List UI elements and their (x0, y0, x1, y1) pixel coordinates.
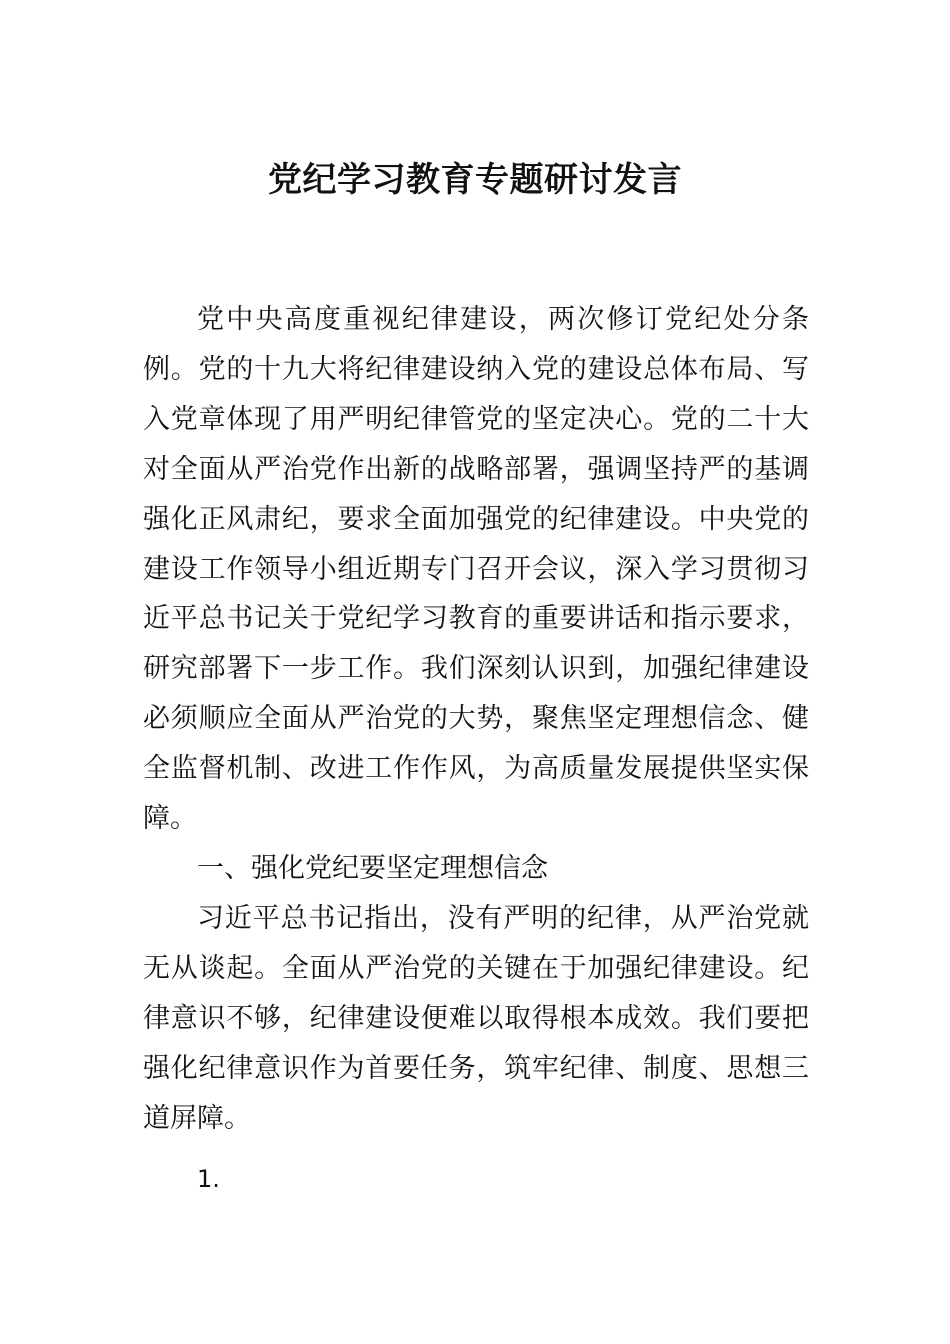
document-title: 党纪学习教育专题研讨发言 (268, 160, 682, 200)
list-number: 1. (197, 1165, 220, 1194)
document-body (143, 295, 809, 1205)
body-paragraph: 习近平总书记指出，没有严明的纪律，从严治党就无从谈起。全面从严治党的关键在于加强纪律建设。纪律意识不够，纪律建设便难以取得根本成效。我们要把强化纪律意识作为首要任务，筑牢纪律、制度、思想三道屏障。 (143, 902, 809, 1134)
section-heading: 一、强化党纪要坚定理想信念 (197, 852, 548, 884)
body-paragraph: 党中央高度重视纪律建设，两次修订党纪处分条例。党的十九大将纪律建设纳入党的建设总体布局、写入党章体现了用严明纪律管党的坚定决心。党的二十大对全面从严治党作出新的战略部署，强调坚持严的基调强化正风肃纪，要求全面加强党的纪律建设。中央党的建设工作领导小组近期专门召开会议，深入学习贯彻习近平总书记关于党纪学习教育的重要讲话和指示要求，研究部署下一步工作。我们深刻认识到，加强纪律建设必须顺应全面从严治党的大势，聚焦坚定理想信念、健全监督机制、改进工作作风，为高质量发展提供坚实保障。 (143, 304, 809, 835)
